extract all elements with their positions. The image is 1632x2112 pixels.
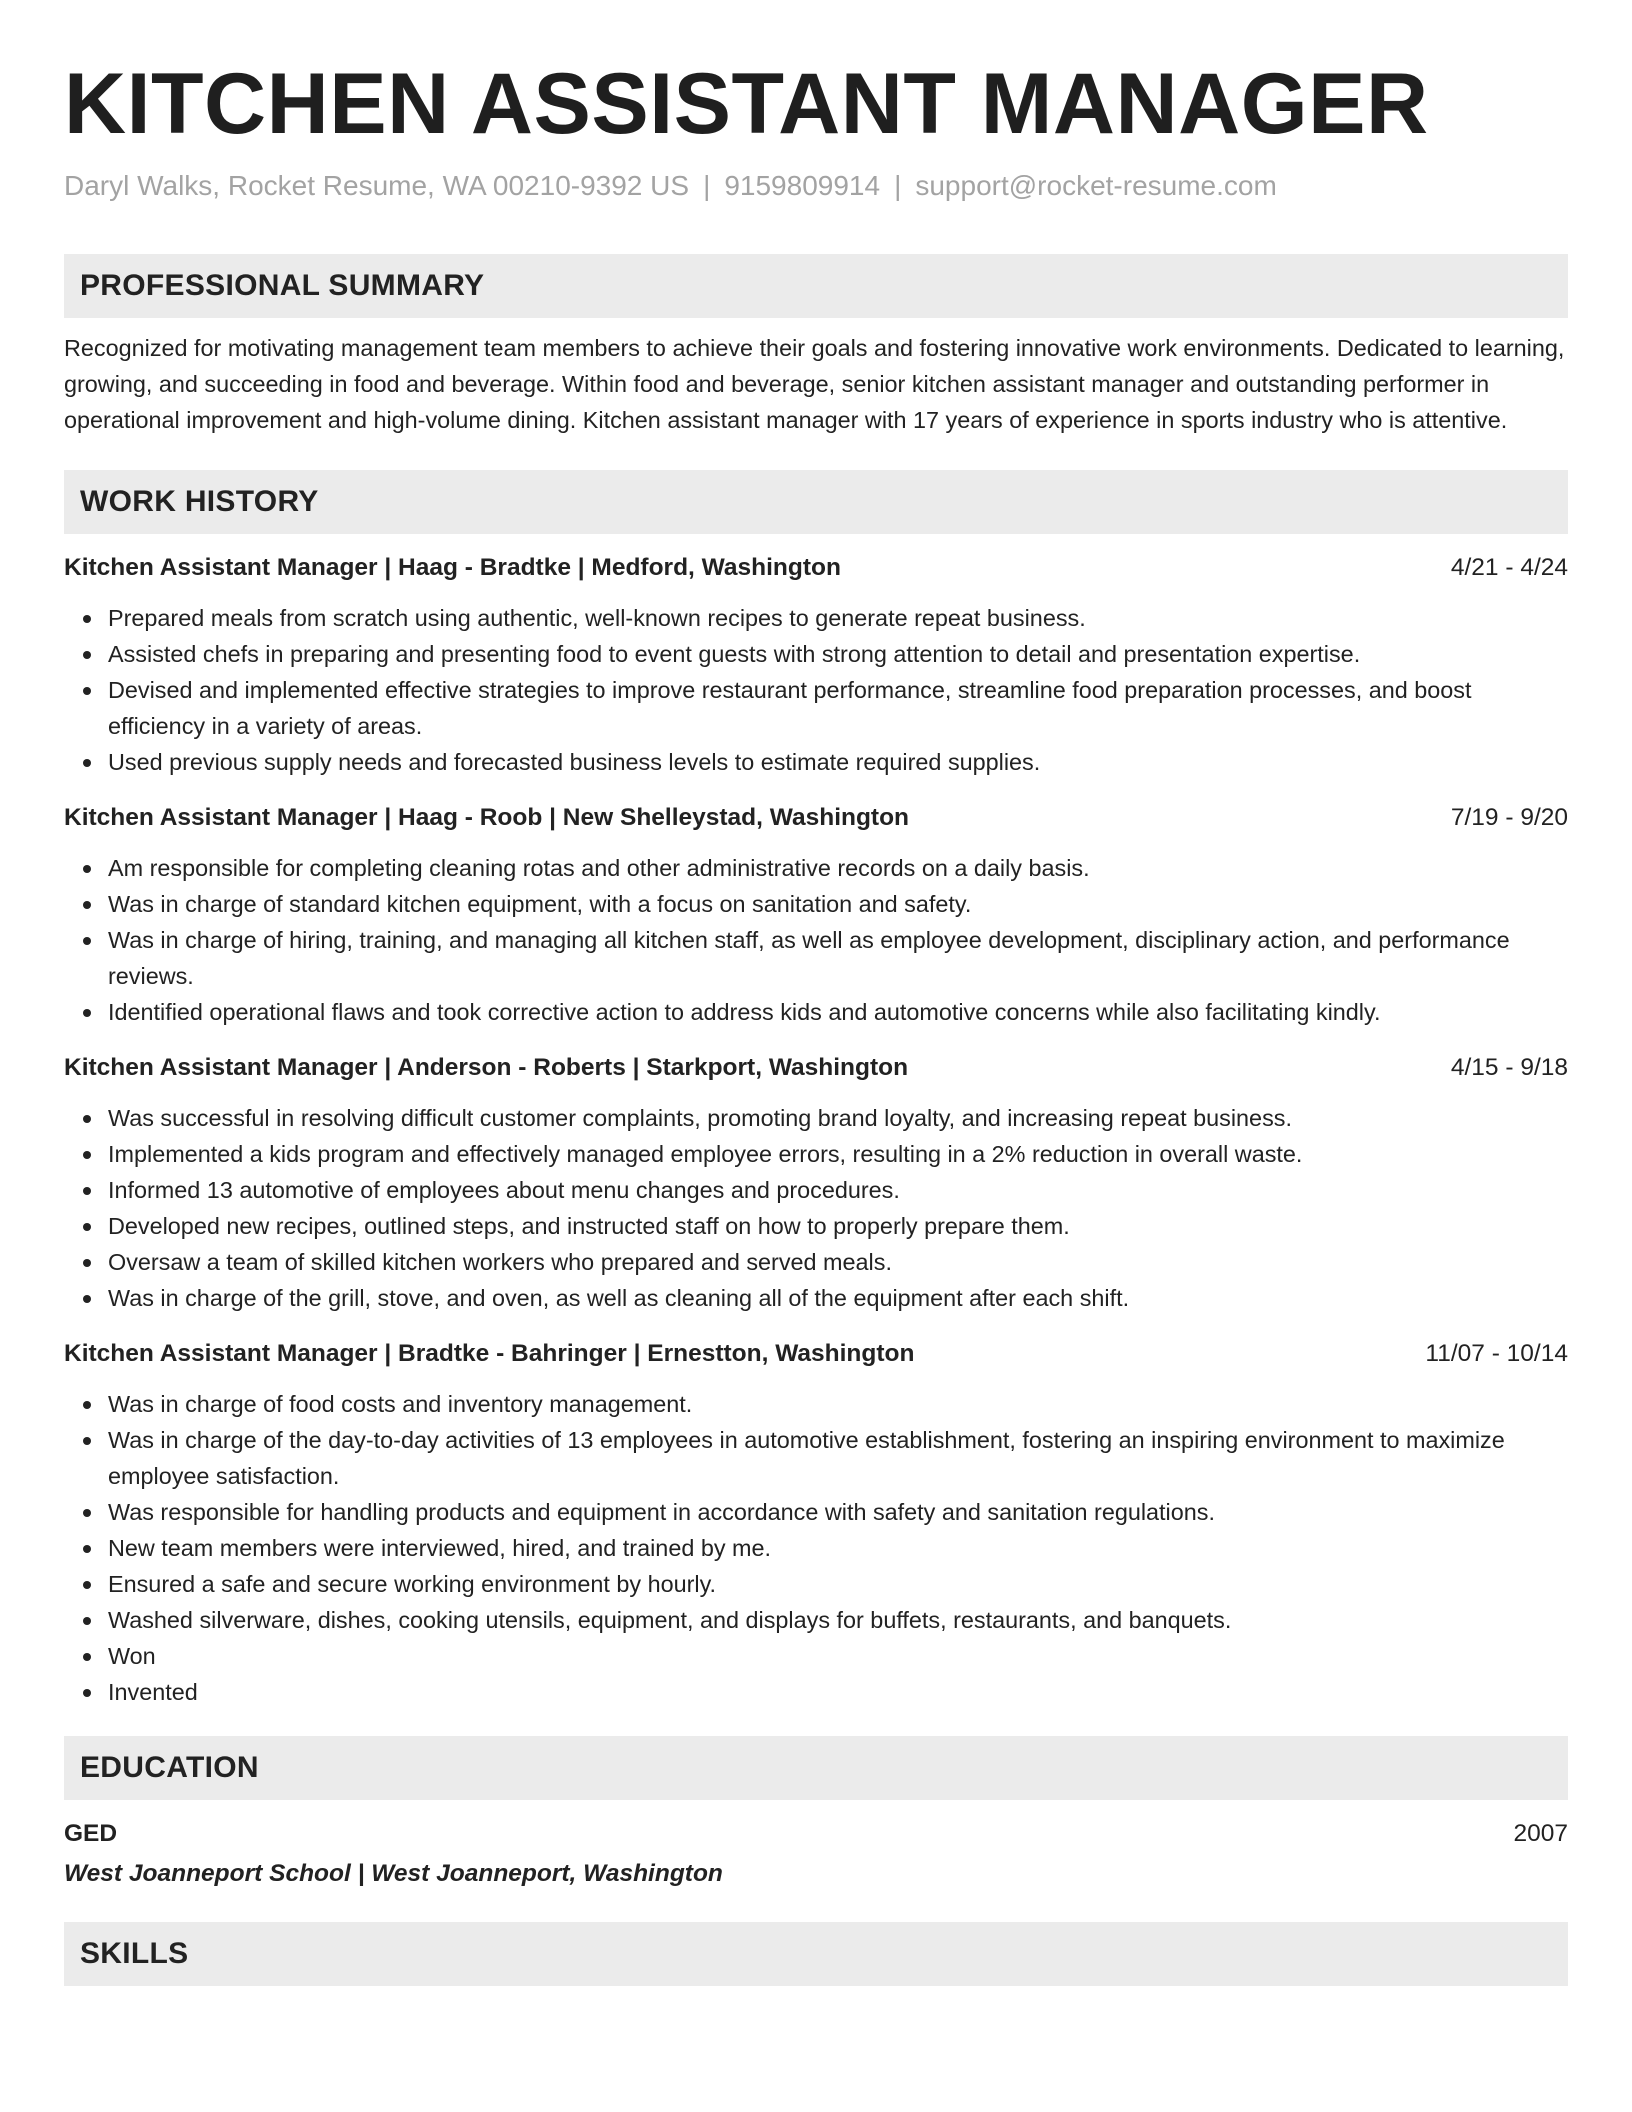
job-bullet: Was responsible for handling products and equipment in accordance with safety and sanitation regulations. (108, 1494, 1568, 1530)
job-dates: 4/21 - 4/24 (1450, 554, 1568, 581)
job-bullet: Used previous supply needs and forecasted business levels to estimate required supplies. (108, 744, 1568, 780)
education-degree: GED (64, 1820, 118, 1847)
job-bullet: Assisted chefs in preparing and presenting food to event guests with strong attention to detail and presentation expertise. (108, 636, 1568, 672)
job-entry (64, 800, 1568, 1030)
job-bullet: Implemented a kids program and effectively managed employee errors, resulting in a 2% reduction in overall waste. (108, 1136, 1568, 1172)
section-heading-work-history: WORK HISTORY (64, 470, 1568, 534)
section-heading-education: EDUCATION (64, 1736, 1568, 1800)
job-bullet: Was successful in resolving difficult customer complaints, promoting brand loyalty, and increasing repeat business. (108, 1100, 1568, 1136)
job-title: Kitchen Assistant Manager | Haag - Bradtke | Medford, Washington (64, 554, 841, 581)
job-dates: 4/15 - 9/18 (1450, 1054, 1568, 1081)
job-bullets (64, 600, 1568, 780)
contact-address: Daryl Walks, Rocket Resume, WA 00210-9392 US (64, 170, 690, 201)
job-bullet: Won (108, 1638, 1568, 1674)
job-title: Kitchen Assistant Manager | Bradtke - Bahringer | Ernestton, Washington (64, 1340, 915, 1367)
job-bullet: Invented (108, 1674, 1568, 1710)
job-title: Kitchen Assistant Manager | Anderson - Roberts | Starkport, Washington (64, 1054, 909, 1081)
job-bullets (64, 850, 1568, 1030)
job-bullet: Devised and implemented effective strategies to improve restaurant performance, streamline food preparation processes, and boost efficiency in a variety of areas. (108, 672, 1568, 744)
job-bullet: Was in charge of food costs and inventory management. (108, 1386, 1568, 1422)
contact-separator: | (703, 170, 711, 201)
job-entry (64, 1336, 1568, 1710)
education-year: 2007 (1513, 1820, 1568, 1847)
education-school: West Joanneport School | West Joanneport, Washington (64, 1860, 723, 1887)
job-bullet: Ensured a safe and secure working environment by hourly. (108, 1566, 1568, 1602)
job-bullet: Developed new recipes, outlined steps, and instructed staff on how to properly prepare them. (108, 1208, 1568, 1244)
job-header (64, 1050, 1568, 1086)
job-header (64, 1336, 1568, 1372)
job-bullets (64, 1386, 1568, 1710)
job-bullets (64, 1100, 1568, 1316)
job-bullet: Washed silverware, dishes, cooking utensils, equipment, and displays for buffets, restaurants, and banquets. (108, 1602, 1568, 1638)
job-bullet: New team members were interviewed, hired, and trained by me. (108, 1530, 1568, 1566)
job-dates: 7/19 - 9/20 (1450, 804, 1568, 831)
job-bullet: Was in charge of hiring, training, and managing all kitchen staff, as well as employee development, disciplinary action, and performance reviews. (108, 922, 1568, 994)
job-bullet: Was in charge of standard kitchen equipment, with a focus on sanitation and safety. (108, 886, 1568, 922)
job-bullet: Informed 13 automotive of employees about menu changes and procedures. (108, 1172, 1568, 1208)
job-entry (64, 550, 1568, 780)
contact-email: support@rocket-resume.com (915, 170, 1277, 201)
job-header (64, 550, 1568, 586)
resume-title: KITCHEN ASSISTANT MANAGER (64, 56, 1429, 152)
job-header (64, 800, 1568, 836)
job-entry (64, 1050, 1568, 1316)
job-title: Kitchen Assistant Manager | Haag - Roob | New Shelleystad, Washington (64, 804, 910, 831)
job-bullet: Am responsible for completing cleaning rotas and other administrative records on a daily basis. (108, 850, 1568, 886)
job-bullet: Prepared meals from scratch using authentic, well-known recipes to generate repeat business. (108, 600, 1568, 636)
summary-text: Recognized for motivating management team members to achieve their goals and fostering innovative work environments. Dedicated to learning, growing, and succeeding in food and beverage. Within food and beverage, senior kitchen assistant manager and outstanding performer in operational improvement and high-volume dining. Kitchen assistant manager with 17 years of experience in sports industry who is attentive. (64, 335, 1565, 433)
section-heading-summary: PROFESSIONAL SUMMARY (64, 254, 1568, 318)
section-heading-skills: SKILLS (64, 1922, 1568, 1986)
education-entry (64, 1816, 1568, 1852)
contact-phone: 9159809914 (724, 170, 881, 201)
contact-separator: | (894, 170, 902, 201)
job-dates: 11/07 - 10/14 (1425, 1340, 1568, 1367)
job-bullet: Identified operational flaws and took corrective action to address kids and automotive concerns while also facilitating kindly. (108, 994, 1568, 1030)
job-bullet: Was in charge of the grill, stove, and oven, as well as cleaning all of the equipment after each shift. (108, 1280, 1568, 1316)
job-bullet: Was in charge of the day-to-day activities of 13 employees in automotive establishment, fostering an inspiring environment to maximize employee satisfaction. (108, 1422, 1568, 1494)
job-bullet: Oversaw a team of skilled kitchen workers who prepared and served meals. (108, 1244, 1568, 1280)
contact-line (64, 168, 1568, 204)
